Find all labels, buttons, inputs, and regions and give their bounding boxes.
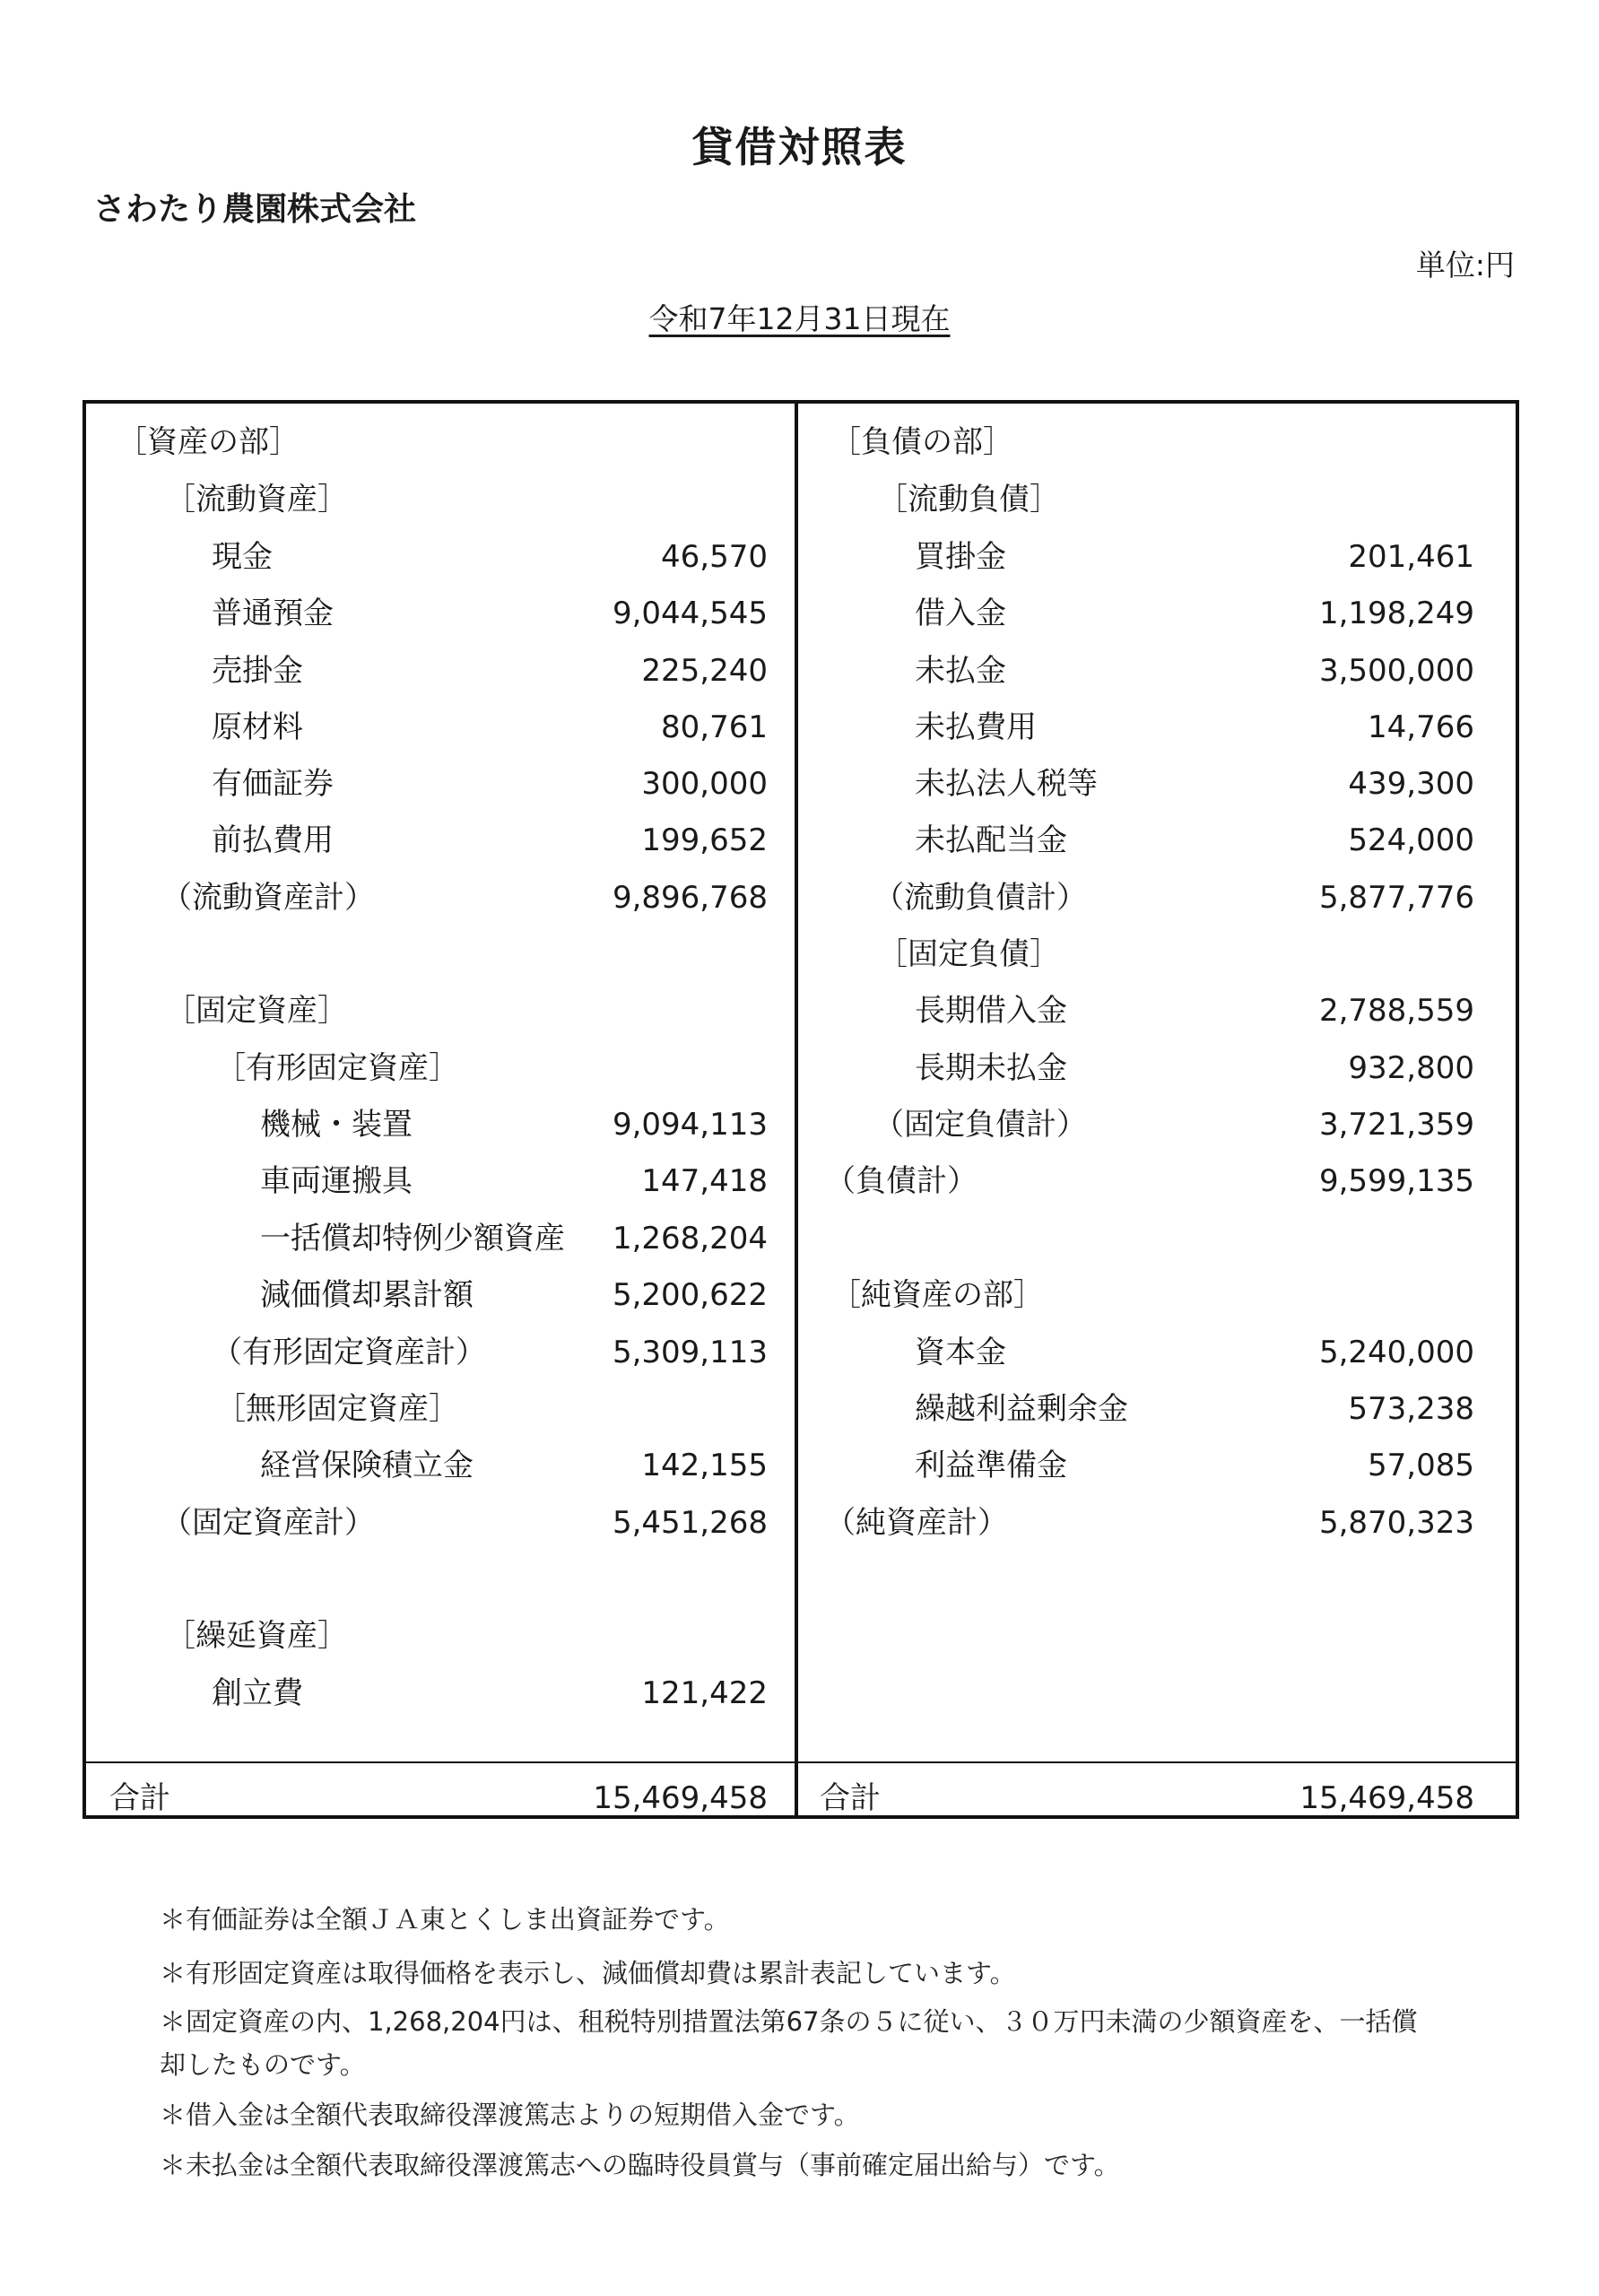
unit-label: 単位:円 (1415, 248, 1515, 283)
account-value: 1,198,249 (1318, 596, 1474, 631)
account-label: 繰越利益剰余金 (915, 1391, 1128, 1427)
liability-row (798, 983, 1516, 1039)
account-label: 未払金 (915, 653, 1006, 689)
account-label: 機械・装置 (260, 1107, 413, 1143)
asset-row (86, 756, 795, 813)
subtotal-row (86, 1325, 795, 1381)
current-assets-header (86, 472, 795, 528)
asset-row (86, 1153, 795, 1210)
company-name: さわたり農園株式会社 (93, 191, 417, 228)
account-value: 5,200,622 (612, 1277, 768, 1313)
subtotal-row (86, 1495, 795, 1552)
account-label: 未払費用 (915, 709, 1037, 745)
balance-sheet-table (83, 400, 1519, 1819)
account-label: 現金 (212, 539, 273, 575)
liabilities-total-row (798, 1770, 1516, 1827)
account-label: 減価償却累計額 (260, 1277, 474, 1313)
account-value: 932,800 (1348, 1050, 1474, 1086)
account-value: 439,300 (1348, 766, 1474, 802)
asset-row (86, 1665, 795, 1722)
account-label: 買掛金 (915, 539, 1006, 575)
account-label: 長期未払金 (915, 1050, 1067, 1086)
account-value: 121,422 (641, 1675, 768, 1711)
footnote: ＊未払金は全額代表取締役澤渡篤志への臨時役員賞与（事前確定届出給与）です。 (160, 2150, 1120, 2180)
subtotal-value: 9,896,768 (612, 880, 768, 916)
total-label: 合計 (820, 1780, 881, 1816)
asset-row (86, 1211, 795, 1267)
account-label: 資本金 (915, 1335, 1006, 1370)
account-label: 前払費用 (212, 822, 334, 858)
footnote-continuation: 却したものです。 (160, 2049, 366, 2080)
asset-row (86, 529, 795, 586)
liability-row (798, 643, 1516, 700)
section-label: ［資産の部］ (117, 424, 300, 460)
footnote: ＊固定資産の内、1,268,204円は、租税特別措置法第67条の５に従い、３０万円未満の少額資産を、一括償 (160, 2006, 1418, 2037)
subtotal-row (798, 1495, 1516, 1552)
section-label: ［純資産の部］ (830, 1277, 1044, 1313)
tangible-assets-header (86, 1040, 795, 1097)
report-date (0, 296, 1599, 338)
subtotal-label: （固定負債計） (873, 1107, 1087, 1143)
total-label: 合計 (109, 1780, 170, 1816)
account-label: 未払配当金 (915, 822, 1067, 858)
account-value: 14,766 (1368, 709, 1474, 745)
section-label: ［有形固定資産］ (215, 1050, 459, 1086)
intangible-assets-header (86, 1381, 795, 1438)
subtotal-label: （有形固定資産計） (212, 1335, 486, 1370)
subtotal-value: 5,877,776 (1318, 880, 1474, 916)
account-value: 9,044,545 (612, 596, 768, 631)
account-value: 199,652 (641, 822, 768, 858)
subtotal-label: （負債計） (825, 1163, 978, 1199)
liability-row (798, 813, 1516, 869)
account-value: 300,000 (641, 766, 768, 802)
total-value: 15,469,458 (593, 1780, 768, 1816)
subtotal-row (798, 870, 1516, 926)
report-date-text: 令和7年12月31日現在 (648, 301, 951, 336)
account-value: 3,500,000 (1318, 653, 1474, 689)
account-label: 長期借入金 (915, 993, 1067, 1029)
liability-row (798, 700, 1516, 756)
account-label: 有価証券 (212, 766, 334, 802)
account-label: 一括償却特例少額資産 (260, 1221, 565, 1257)
footnote: ＊借入金は全額代表取締役澤渡篤志よりの短期借入金です。 (160, 2100, 860, 2130)
section-label: ［固定資産］ (165, 993, 348, 1029)
section-label: ［流動資産］ (165, 482, 348, 517)
footnote: ＊有形固定資産は取得価格を表示し、減価償却費は累計表記しています。 (160, 1958, 1016, 1988)
account-value: 147,418 (641, 1163, 768, 1199)
account-value: 9,094,113 (612, 1107, 768, 1143)
account-value: 225,240 (641, 653, 768, 689)
subtotal-value: 9,599,135 (1318, 1163, 1474, 1199)
liability-row (798, 529, 1516, 586)
section-label: ［負債の部］ (830, 424, 1013, 460)
account-label: 原材料 (212, 709, 303, 745)
account-value: 573,238 (1348, 1391, 1474, 1427)
asset-row (86, 643, 795, 700)
total-divider (86, 1761, 1516, 1763)
deferred-assets-header (86, 1608, 795, 1665)
account-label: 利益準備金 (915, 1448, 1067, 1483)
fixed-liabilities-header (798, 926, 1516, 983)
account-value: 5,240,000 (1318, 1335, 1474, 1370)
account-label: 経営保険積立金 (260, 1448, 474, 1483)
account-label: 売掛金 (212, 653, 303, 689)
account-value: 201,461 (1348, 539, 1474, 575)
asset-row (86, 586, 795, 642)
assets-total-row (86, 1770, 795, 1827)
account-value: 80,761 (661, 709, 768, 745)
liability-row (798, 756, 1516, 813)
account-label: 普通預金 (212, 596, 334, 631)
liability-row (798, 1040, 1516, 1097)
account-value: 2,788,559 (1318, 993, 1474, 1029)
subtotal-row (86, 870, 795, 926)
equity-row (798, 1381, 1516, 1438)
equity-row (798, 1438, 1516, 1494)
equity-section-header (798, 1267, 1516, 1324)
asset-row (86, 700, 795, 756)
account-value: 524,000 (1348, 822, 1474, 858)
liability-row (798, 586, 1516, 642)
account-label: 未払法人税等 (915, 766, 1098, 802)
assets-section-header (86, 414, 795, 471)
asset-row (86, 1097, 795, 1153)
subtotal-label: （固定資産計） (161, 1505, 375, 1541)
subtotal-row (798, 1153, 1516, 1210)
subtotal-label: （純資産計） (825, 1505, 1008, 1541)
asset-row (86, 813, 795, 869)
account-value: 57,085 (1368, 1448, 1474, 1483)
subtotal-value: 5,870,323 (1318, 1505, 1474, 1541)
total-value: 15,469,458 (1299, 1780, 1474, 1816)
current-liabilities-header (798, 472, 1516, 528)
account-label: 創立費 (212, 1675, 303, 1711)
asset-row (86, 1267, 795, 1324)
subtotal-value: 3,721,359 (1318, 1107, 1474, 1143)
section-label: ［繰延資産］ (165, 1618, 348, 1654)
section-label: ［流動負債］ (877, 482, 1060, 517)
account-label: 車両運搬具 (260, 1163, 413, 1199)
asset-row (86, 1438, 795, 1494)
subtotal-label: （流動負債計） (873, 880, 1087, 916)
subtotal-label: （流動資産計） (161, 880, 375, 916)
section-label: ［無形固定資産］ (215, 1391, 459, 1427)
liabilities-section-header (798, 414, 1516, 471)
account-label: 借入金 (915, 596, 1006, 631)
account-value: 1,268,204 (612, 1221, 768, 1257)
fixed-assets-header (86, 983, 795, 1039)
equity-row (798, 1325, 1516, 1381)
account-value: 142,155 (641, 1448, 768, 1483)
footnote: ＊有価証券は全額ＪＡ東とくしま出資証券です。 (160, 1904, 730, 1935)
document-title: 貸借対照表 (691, 123, 908, 171)
subtotal-row (798, 1097, 1516, 1153)
subtotal-value: 5,451,268 (612, 1505, 768, 1541)
subtotal-value: 5,309,113 (612, 1335, 768, 1370)
section-label: ［固定負債］ (877, 936, 1060, 972)
account-value: 46,570 (661, 539, 768, 575)
